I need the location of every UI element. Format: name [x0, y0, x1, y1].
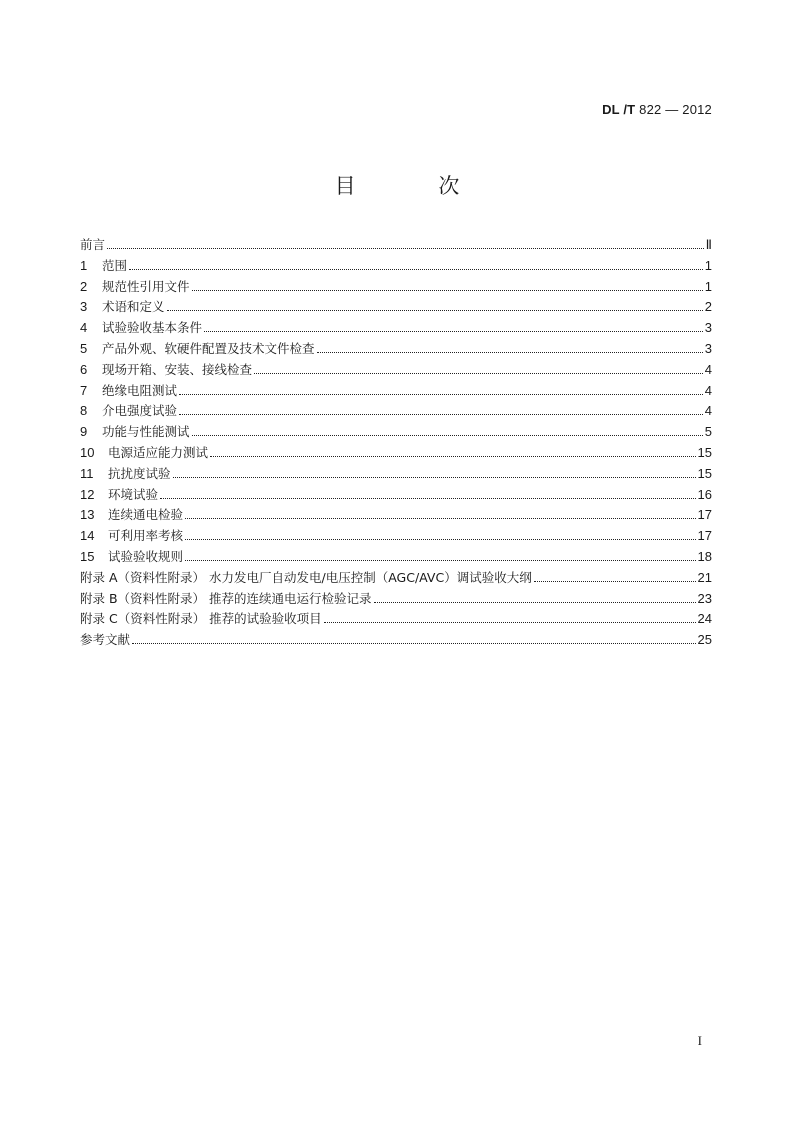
toc-entry[interactable] — [80, 235, 712, 256]
toc-entry-title: 连续通电检验 — [108, 507, 184, 523]
toc-entry[interactable] — [80, 630, 712, 651]
toc-entry-title: 附录 C（资料性附录） 推荐的试验验收项目 — [80, 611, 322, 627]
toc-entry-number: 12 — [80, 486, 95, 502]
dot-leader — [534, 580, 696, 582]
toc-entry-page: 16 — [697, 486, 712, 502]
toc-entry-title: 电源适应能力测试 — [108, 444, 209, 460]
toc-entry-page: 4 — [704, 361, 712, 377]
dot-leader — [179, 413, 703, 415]
toc-entry-number: 5 — [80, 340, 88, 356]
standard-code — [602, 102, 712, 117]
toc-entry-title: 试验验收规则 — [108, 548, 184, 564]
toc-entry-number: 9 — [80, 424, 88, 440]
toc-entry[interactable] — [80, 609, 712, 630]
toc-entry-title: 范围 — [102, 257, 128, 273]
toc-entry-page: 1 — [704, 257, 712, 273]
dot-leader — [179, 393, 703, 395]
toc-entry-title: 术语和定义 — [102, 299, 165, 315]
toc-entry[interactable] — [80, 589, 712, 610]
toc-entry[interactable] — [80, 505, 712, 526]
dot-leader — [185, 559, 696, 561]
dot-leader — [192, 434, 703, 436]
toc-entry[interactable] — [80, 381, 712, 402]
toc-entry-page: 1 — [704, 278, 712, 294]
toc-entry-title: 前言 — [80, 237, 106, 252]
toc-entry-page: 17 — [697, 528, 712, 544]
toc-entry-number: 4 — [80, 320, 88, 336]
standard-dash: — — [665, 102, 679, 117]
toc-entry-number: 14 — [80, 528, 95, 544]
toc-entry[interactable] — [80, 256, 712, 277]
toc-entry-number: 2 — [80, 278, 88, 294]
toc-entry-number: 7 — [80, 382, 88, 398]
toc-entry-page: 3 — [704, 320, 712, 336]
toc-entry-page: 5 — [704, 424, 712, 440]
toc-entry[interactable] — [80, 339, 712, 360]
dot-leader — [173, 476, 696, 478]
toc-entry-page: 18 — [697, 548, 712, 564]
toc-entry-page: 15 — [697, 465, 712, 481]
dot-leader — [185, 538, 696, 540]
toc-entry[interactable] — [80, 464, 712, 485]
toc-entry-page: 3 — [704, 340, 712, 356]
dot-leader — [160, 497, 696, 499]
toc-entry-number: 3 — [80, 299, 88, 315]
toc-entry-title: 试验验收基本条件 — [102, 320, 203, 336]
toc-entry[interactable] — [80, 443, 712, 464]
toc-entry-page: 25 — [697, 632, 712, 648]
dot-leader — [254, 372, 703, 374]
standard-year: 2012 — [682, 102, 712, 117]
toc-entry-title: 功能与性能测试 — [102, 424, 190, 440]
toc-entry-number: 10 — [80, 444, 95, 460]
toc-entry[interactable] — [80, 485, 712, 506]
footer-page-number: I — [697, 1033, 702, 1048]
toc-entry-number: 11 — [80, 465, 94, 481]
toc-entry[interactable] — [80, 526, 712, 547]
toc-entry[interactable] — [80, 277, 712, 298]
toc-entry[interactable] — [80, 547, 712, 568]
toc-entry-title: 规范性引用文件 — [102, 278, 190, 294]
dot-leader — [324, 621, 696, 623]
toc-entry-title: 现场开箱、安装、接线检查 — [102, 361, 253, 377]
toc-entry[interactable] — [80, 401, 712, 422]
toc-entry-number: 15 — [80, 548, 95, 564]
toc-entry-page: 23 — [697, 590, 712, 606]
toc-entry-title: 参考文献 — [80, 632, 131, 648]
toc-entry-page: 17 — [697, 507, 712, 523]
toc-entry-page: Ⅱ — [705, 237, 712, 252]
toc-entry-title: 介电强度试验 — [102, 403, 178, 419]
toc-entry[interactable] — [80, 568, 712, 589]
dot-leader — [129, 268, 703, 270]
toc-entry-title: 抗扰度试验 — [108, 465, 171, 481]
toc-entry[interactable] — [80, 360, 712, 381]
toc-entry-page: 21 — [697, 569, 712, 585]
toc-entry-title: 附录 B（资料性附录） 推荐的连续通电运行检验记录 — [80, 590, 372, 606]
dot-leader — [317, 351, 703, 353]
page-title: 目 次 — [334, 174, 498, 198]
dot-leader — [210, 455, 696, 457]
toc-entry[interactable] — [80, 422, 712, 443]
dot-leader — [192, 289, 703, 291]
toc-entry[interactable] — [80, 318, 712, 339]
dot-leader — [107, 247, 704, 249]
toc-entry[interactable] — [80, 297, 712, 318]
toc-entry-title: 可利用率考核 — [108, 528, 184, 544]
table-of-contents — [80, 235, 712, 651]
toc-entry-number: 1 — [80, 257, 88, 273]
toc-entry-number: 8 — [80, 403, 88, 419]
toc-entry-title: 产品外观、软硬件配置及技术文件检查 — [102, 340, 315, 356]
toc-entry-page: 4 — [704, 403, 712, 419]
dot-leader — [374, 601, 696, 603]
dot-leader — [167, 309, 703, 311]
toc-entry-page: 2 — [704, 299, 712, 315]
toc-entry-number: 13 — [80, 507, 95, 523]
toc-entry-title: 环境试验 — [108, 486, 159, 502]
dot-leader — [185, 517, 696, 519]
standard-prefix: DL /T — [602, 102, 636, 117]
toc-entry-page: 15 — [697, 444, 712, 460]
toc-entry-page: 4 — [704, 382, 712, 398]
standard-number: 822 — [639, 102, 662, 117]
dot-leader — [204, 330, 703, 332]
dot-leader — [132, 642, 696, 644]
toc-entry-title: 绝缘电阻测试 — [102, 382, 178, 398]
toc-entry-page: 24 — [697, 611, 712, 627]
toc-entry-number: 6 — [80, 361, 88, 377]
toc-entry-title: 附录 A（资料性附录） 水力发电厂自动发电/电压控制（AGC/AVC）调试验收大纲 — [80, 569, 532, 585]
